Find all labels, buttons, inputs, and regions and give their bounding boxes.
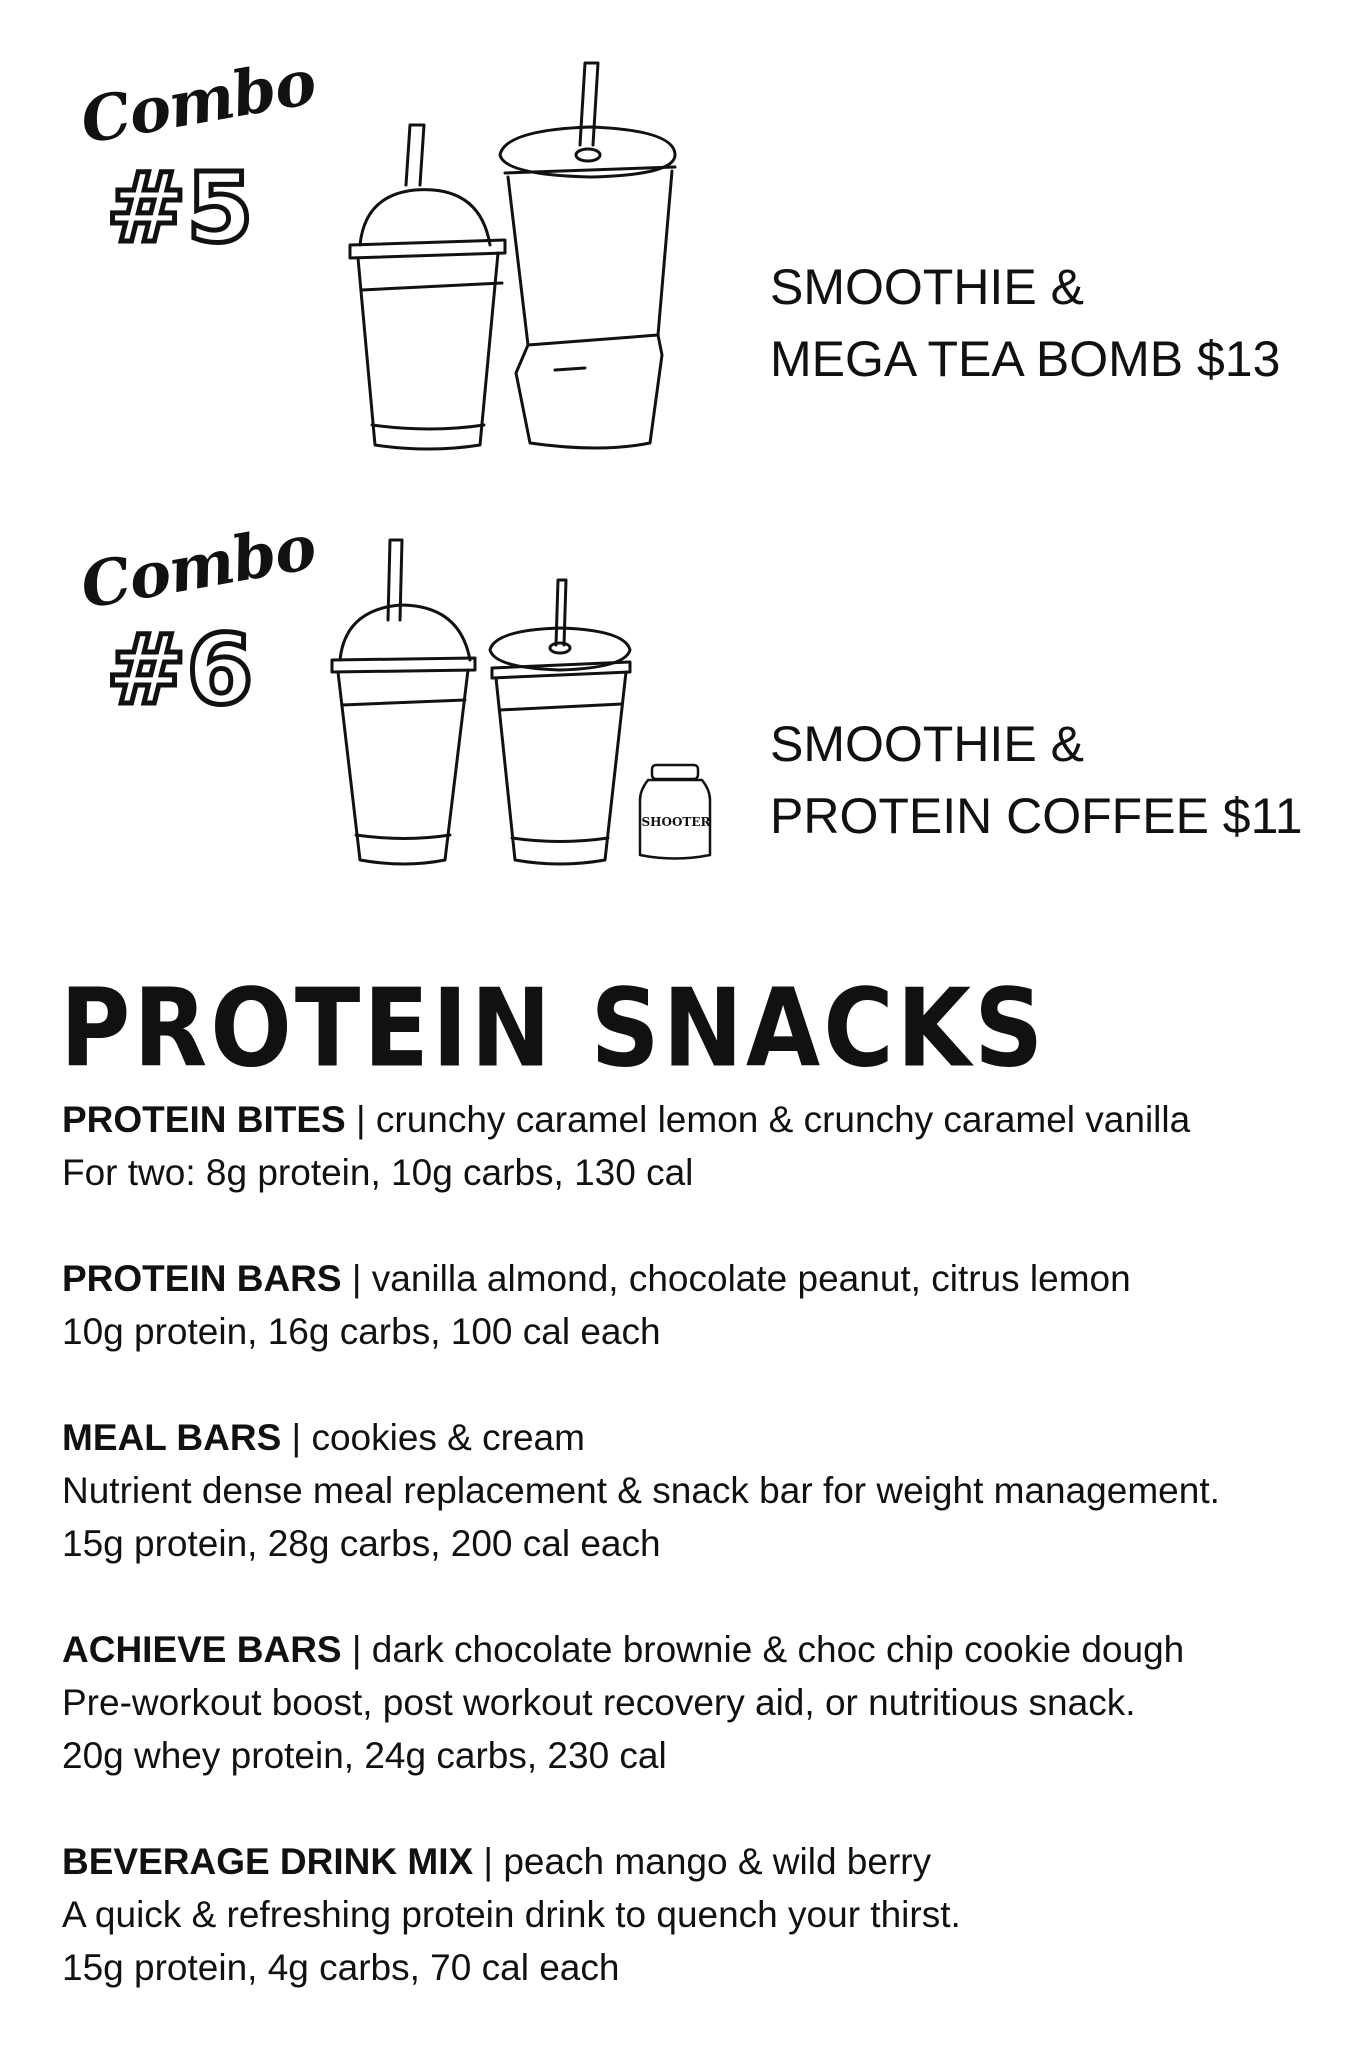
combo-line-1: SMOOTHIE & <box>770 259 1084 315</box>
shooter-label: SHOOTER <box>641 815 711 829</box>
snack-name: BEVERAGE DRINK MIX <box>62 1841 474 1882</box>
snack-item-protein-bites <box>62 1093 1342 1199</box>
snack-name: PROTEIN BITES <box>62 1099 346 1140</box>
snack-flavors: crunchy caramel lemon & crunchy caramel vanilla <box>375 1099 1191 1140</box>
snack-list <box>62 1093 1342 2047</box>
snack-detail: 15g protein, 4g carbs, 70 cal each <box>62 1947 620 1988</box>
snack-item-beverage-drink-mix <box>62 1835 1342 1994</box>
combo-line-1: SMOOTHIE & <box>770 716 1084 772</box>
section-title: PROTEIN SNACKS <box>60 966 1047 1092</box>
snack-name: MEAL BARS <box>62 1417 282 1458</box>
snack-detail: A quick & refreshing protein drink to quench your thirst. <box>62 1894 961 1935</box>
snack-separator: | <box>281 1417 312 1458</box>
snack-separator: | <box>345 1099 376 1140</box>
combo-script-label: Combo <box>75 45 321 158</box>
snack-name: PROTEIN BARS <box>62 1258 342 1299</box>
snack-flavors: dark chocolate brownie & choc chip cookie dough <box>371 1629 1185 1670</box>
snack-item-protein-bars <box>62 1252 1342 1358</box>
snack-detail: 20g whey protein, 24g carbs, 230 cal <box>62 1735 667 1776</box>
snack-head <box>62 1411 1342 1464</box>
combo-description <box>770 251 1280 395</box>
combo-line-2: PROTEIN COFFEE $11 <box>770 788 1303 844</box>
snack-item-meal-bars <box>62 1411 1342 1570</box>
snack-head <box>62 1252 1342 1305</box>
snack-detail: Nutrient dense meal replacement & snack bar for weight management. <box>62 1470 1220 1511</box>
snack-head <box>62 1623 1342 1676</box>
snack-separator: | <box>341 1629 372 1670</box>
snack-flavors: peach mango & wild berry <box>503 1841 932 1882</box>
combo-script-label: Combo <box>75 510 321 623</box>
snack-name: ACHIEVE BARS <box>62 1629 342 1670</box>
combo-line-2: MEGA TEA BOMB $13 <box>770 331 1281 387</box>
snack-item-achieve-bars <box>62 1623 1342 1782</box>
snack-detail: Pre-workout boost, post workout recovery aid, or nutritious snack. <box>62 1682 1136 1723</box>
smoothie-and-tea-cups-icon <box>340 55 680 460</box>
combo-number: #5 <box>106 152 254 264</box>
snack-flavors: cookies & cream <box>311 1417 585 1458</box>
shooter-bottle-icon <box>630 760 720 865</box>
snack-separator: | <box>473 1841 504 1882</box>
combo-description <box>770 708 1303 852</box>
snack-detail: 10g protein, 16g carbs, 100 cal each <box>62 1311 661 1352</box>
snack-detail: 15g protein, 28g carbs, 200 cal each <box>62 1523 661 1564</box>
combo-number: #6 <box>106 614 254 726</box>
snack-flavors: vanilla almond, chocolate peanut, citrus lemon <box>371 1258 1131 1299</box>
snack-separator: | <box>341 1258 372 1299</box>
snack-detail: For two: 8g protein, 10g carbs, 130 cal <box>62 1152 694 1193</box>
snack-head <box>62 1835 1342 1888</box>
snack-head <box>62 1093 1342 1146</box>
